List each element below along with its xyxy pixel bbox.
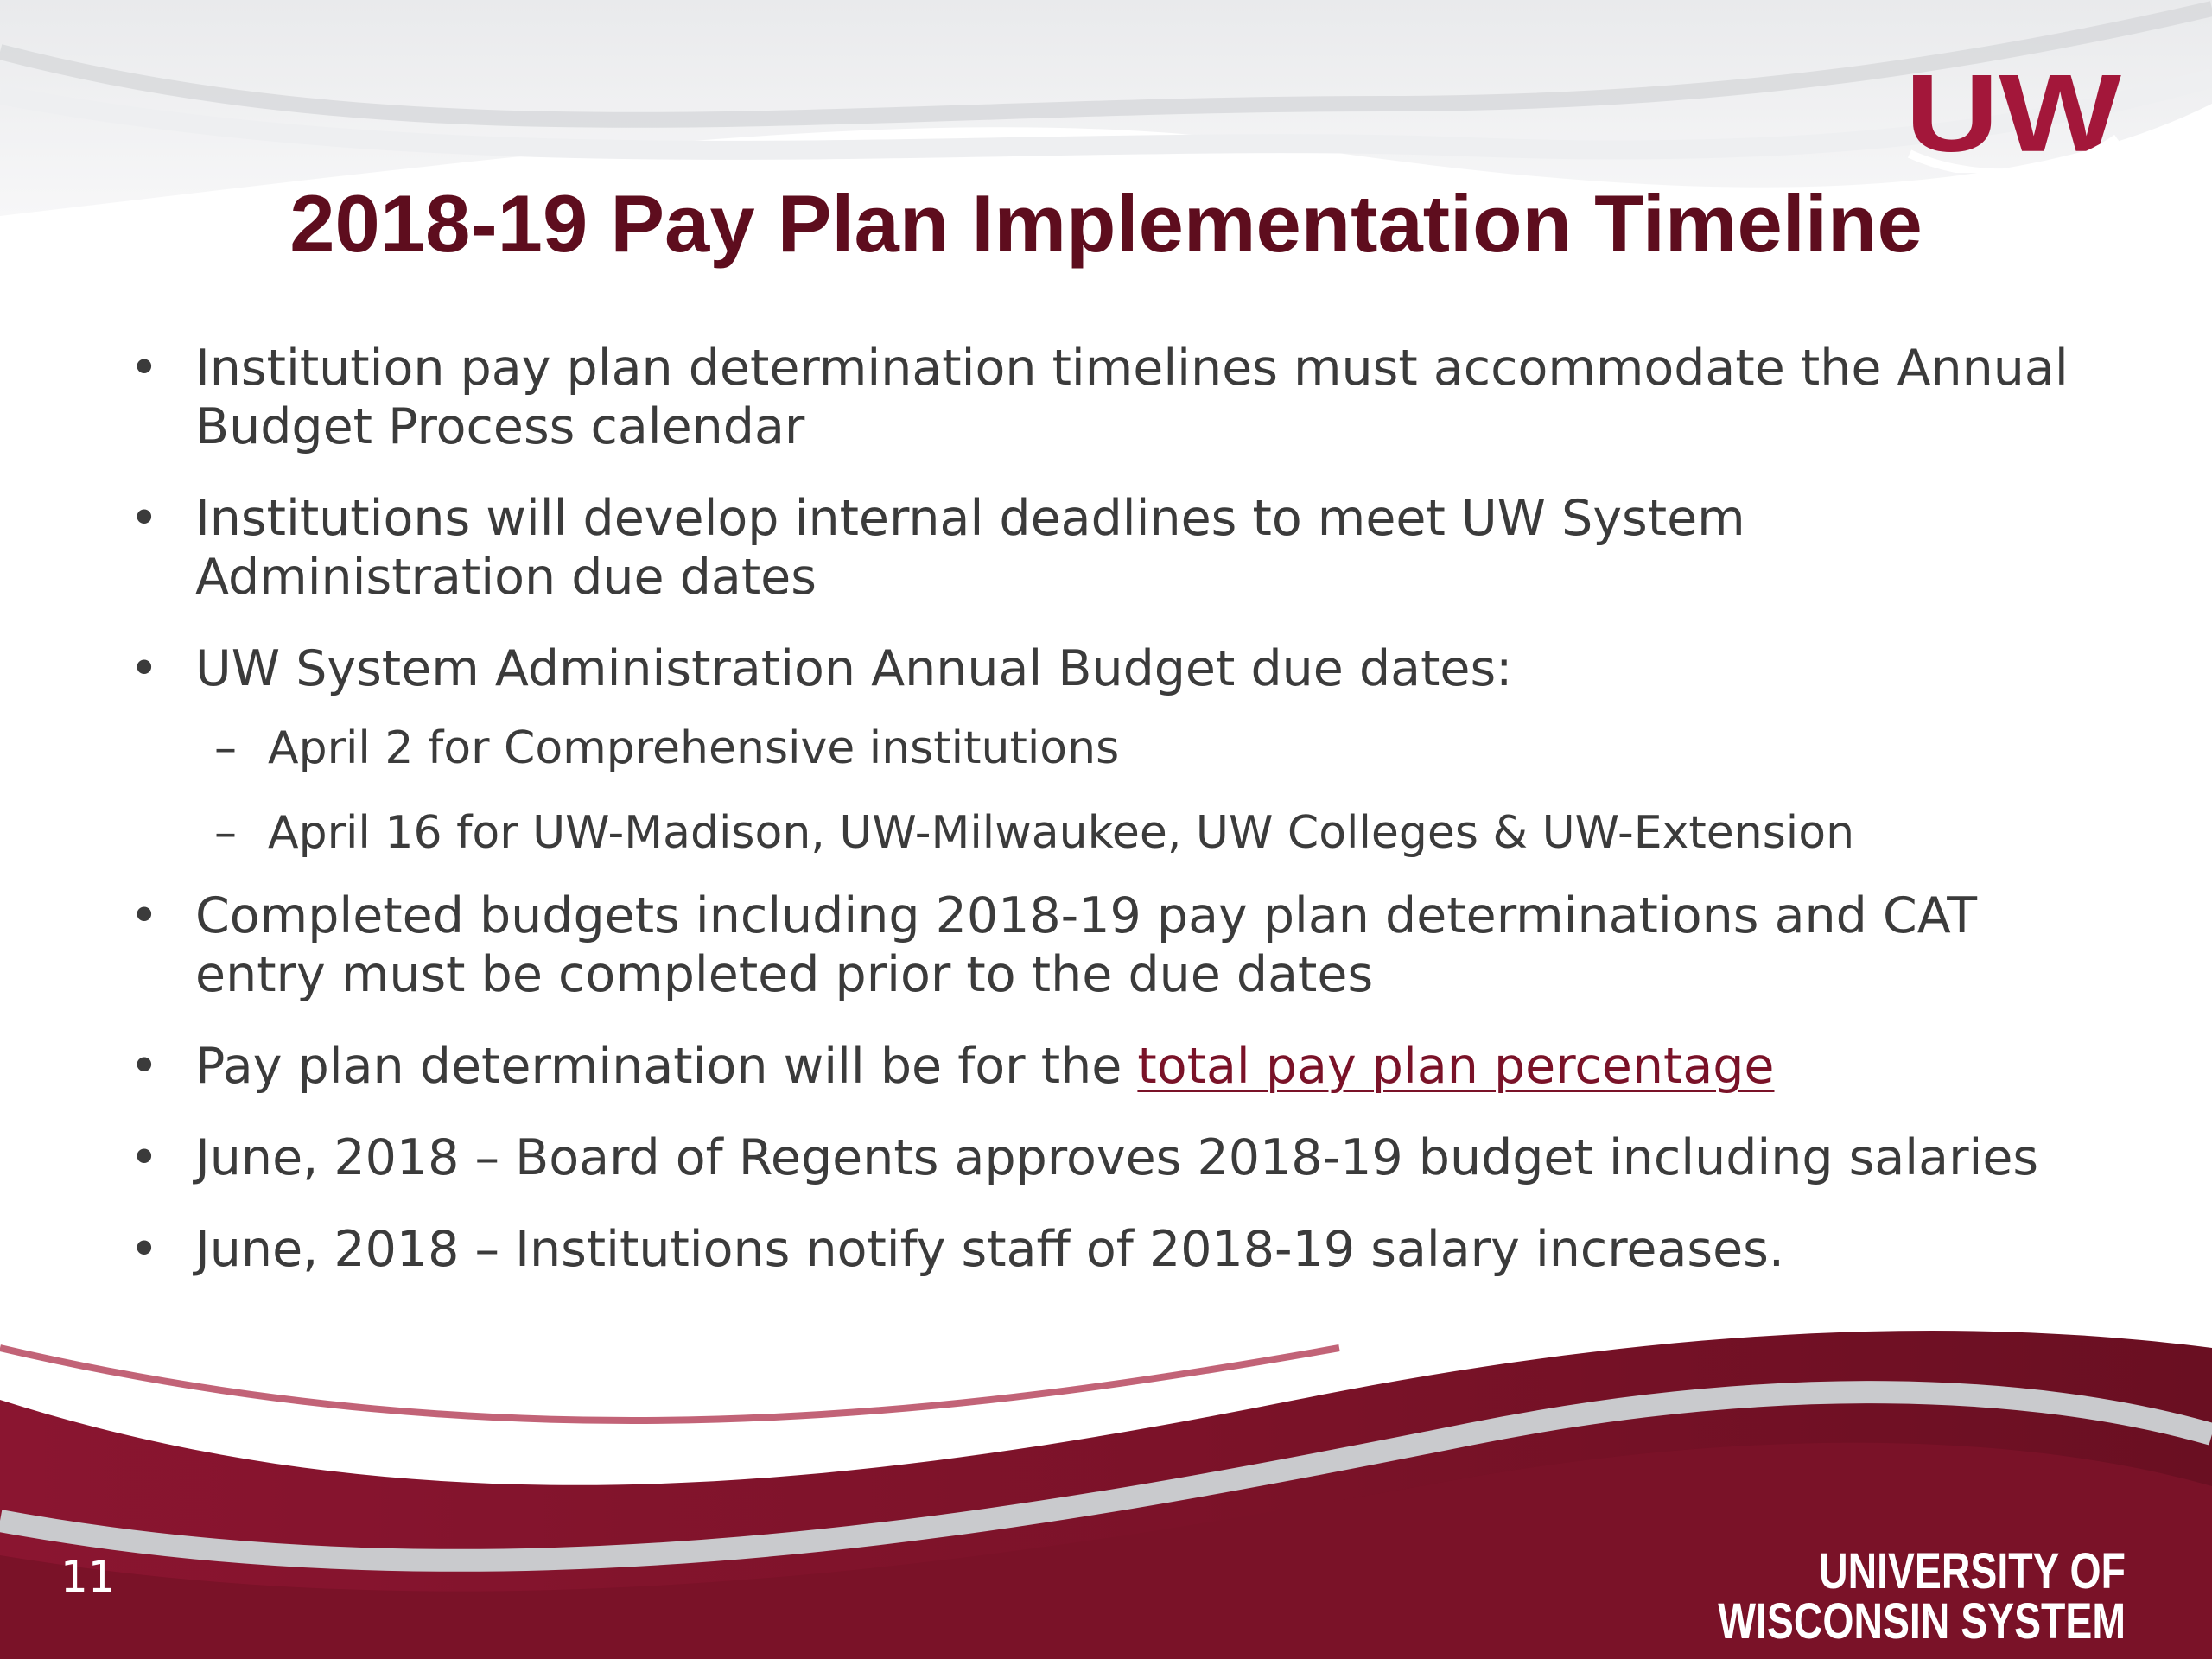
bullet-text: Completed budgets including 2018-19 pay plan determinations and CAT entry must be completed prior to the due dates: [195, 887, 1978, 1003]
bullet-icon: •: [130, 640, 159, 697]
svg-text:UW: UW: [1905, 52, 2121, 173]
bullet-text: UW System Administration Annual Budget due dates:: [195, 640, 1513, 697]
footer-system-name: UNIVERSITY OF WISCONSIN SYSTEM: [1718, 1543, 2126, 1649]
sub-bullet-item: [130, 721, 2082, 776]
pay-plan-percentage-link[interactable]: total pay plan percentage: [1137, 1038, 1775, 1095]
bullet-item: [130, 339, 2082, 456]
bullet-item: [130, 1220, 2082, 1279]
bullet-text: Pay plan determination will be for the: [195, 1038, 1138, 1095]
bullet-text: Institutions will develop internal deadlines to meet UW System Administration due dates: [195, 490, 1745, 606]
bullet-icon: •: [130, 1221, 159, 1278]
bullet-icon: •: [130, 490, 159, 547]
sub-bullet-text: April 16 for UW-Madison, UW-Milwaukee, UW Colleges & UW-Extension: [268, 807, 1855, 859]
sub-bullet-text: April 2 for Comprehensive institutions: [268, 722, 1120, 774]
bullet-icon: •: [130, 887, 159, 944]
bullet-item: [130, 887, 2082, 1004]
bullet-item: [130, 1128, 2082, 1187]
bullet-icon: •: [130, 340, 159, 397]
dash-icon: –: [214, 807, 237, 859]
bullet-text: Institution pay plan determination timelines must accommodate the Annual Budget Process calendar: [195, 340, 2069, 455]
bullet-item: [130, 1037, 2082, 1096]
page-number: 11: [60, 1552, 116, 1602]
bullet-item: [130, 639, 2082, 698]
bullet-icon: •: [130, 1129, 159, 1186]
bullet-text: June, 2018 – Institutions notify staff of 2018-19 salary increases.: [195, 1221, 1785, 1278]
bullet-text: June, 2018 – Board of Regents approves 2018-19 budget including salaries: [195, 1129, 2039, 1186]
slide-title: 2018-19 Pay Plan Implementation Timeline: [289, 178, 1923, 269]
dash-icon: –: [214, 722, 237, 774]
bullet-list: [130, 339, 2082, 1312]
bullet-icon: •: [130, 1038, 159, 1095]
bullet-item: [130, 489, 2082, 607]
uw-logo: [1901, 52, 2126, 173]
sub-bullet-item: [130, 805, 2082, 861]
